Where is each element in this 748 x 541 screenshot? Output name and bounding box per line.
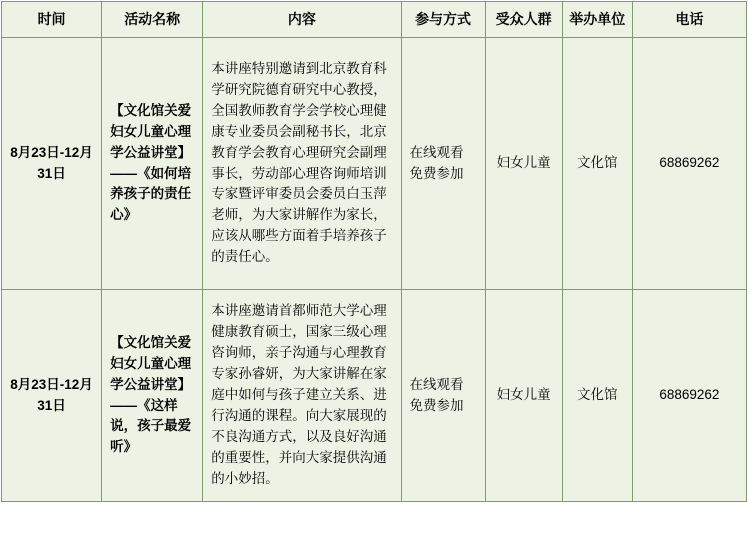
cell-content: 本讲座邀请首都师范大学心理健康教育硕士，国家三级心理咨询师，亲子沟通与心理教育专家孙睿妍，为大家讲解在家庭中如何与孩子建立关系、进行沟通的课程。向大家展现的不良沟通方式，以及良好沟通的重要性，并向大家提供沟通的小妙招。	[203, 290, 401, 502]
cell-content: 本讲座特别邀请到北京教育科学研究院德育研究中心教授，全国教师教育学会学校心理健康专业委员会副秘书长，北京教育学会教育心理研究会副理事长，劳动部心理咨询师培训专家暨评审委员会委员白玉萍老师，为大家讲解作为家长，应该从哪些方面着手培养孩子的责任心。	[203, 38, 401, 290]
table-header-row	[2, 2, 747, 38]
cell-time: 8月23日-12月31日	[2, 290, 102, 502]
column-header-phone: 电话	[632, 2, 746, 38]
cell-time: 8月23日-12月31日	[2, 38, 102, 290]
column-header-audience: 受众人群	[485, 2, 562, 38]
cell-organizer: 文化馆	[562, 38, 632, 290]
column-header-participation: 参与方式	[401, 2, 485, 38]
cell-organizer: 文化馆	[562, 290, 632, 502]
cell-participation: 在线观看免费参加	[401, 290, 485, 502]
column-header-activity-name: 活动名称	[102, 2, 203, 38]
cell-participation: 在线观看免费参加	[401, 38, 485, 290]
cell-activity-name: 【文化馆关爱妇女儿童心理学公益讲堂】——《这样说，孩子最爱听》	[102, 290, 203, 502]
activity-schedule-table	[1, 1, 747, 502]
column-header-content: 内容	[203, 2, 401, 38]
cell-activity-name: 【文化馆关爱妇女儿童心理学公益讲堂】——《如何培养孩子的责任心》	[102, 38, 203, 290]
cell-audience: 妇女儿童	[485, 38, 562, 290]
cell-phone: 68869262	[632, 290, 746, 502]
column-header-time: 时间	[2, 2, 102, 38]
table-row	[2, 290, 747, 502]
table-row	[2, 38, 747, 290]
column-header-organizer: 举办单位	[562, 2, 632, 38]
cell-audience: 妇女儿童	[485, 290, 562, 502]
cell-phone: 68869262	[632, 38, 746, 290]
